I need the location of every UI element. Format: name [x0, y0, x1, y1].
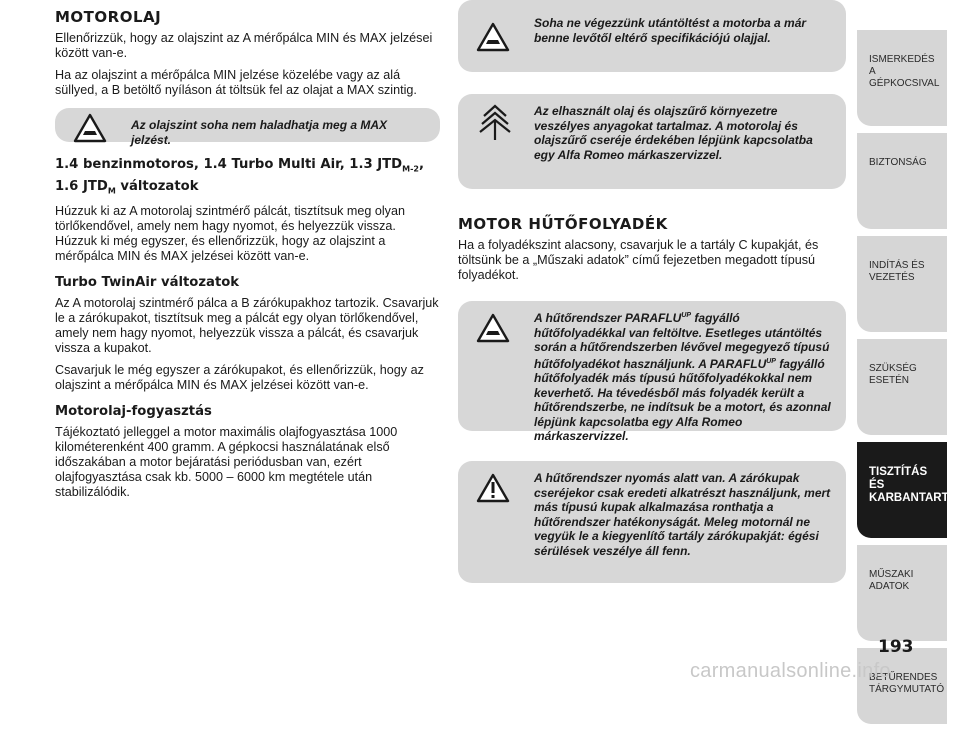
section-title-coolant: MOTOR HŰTŐFOLYADÉK	[458, 215, 668, 233]
caution-note-paraflu	[458, 301, 846, 443]
note-text: A hűtőrendszer $PARAFLU^{UP}$ fagyálló hűtőfolyadékkal van feltöltve. Esetleges utántöltés során a hűtőrendszerben lévővel megegyező típusú hűtőfolyadékot használjunk. A $PARAFLU^{UP}$ fagyálló hűtőfolyadék más típusú hűtőfolyadékokkal nem keverhető. Ha tévedésből más folyadék került a hűtőrendszerbe, ne indítsuk be a motort, és azonnal lépjünk kapcsolatba egy Alfa Romeo márkaszervizzel.	[534, 311, 831, 443]
tab-emergency[interactable]: SZÜKSÉG ESETÉN	[857, 339, 947, 435]
section-title-motor-oil: MOTOROLAJ	[55, 8, 162, 26]
paragraph: Tájékoztató jelleggel a motor maximális olajfogyasztása 1000 kilométerenként 400 gramm. A gépkocsi használatának első időszakában a motor bejáratási periódusban van, ezért olajfogyasztása csak kb. 5000 – 6000 km megtétele után stabilizálódik.	[55, 425, 398, 500]
caution-note-oil-spec	[458, 0, 846, 72]
paragraph: Csavarjuk le még egyszer a zárókupakot, és ellenőrizzük, hogy az olajszint a mérőpálca MIN és MAX jelzései között van-e.	[55, 363, 424, 393]
car-warning-icon	[73, 111, 107, 145]
tab-technical-data[interactable]: MŰSZAKI ADATOK	[857, 545, 947, 641]
tab-index[interactable]: BETŰRENDES TÁRGYMUTATÓ	[857, 648, 947, 724]
page-number: 193	[878, 637, 914, 657]
left-column	[55, 8, 440, 507]
tab-safety[interactable]: BIZTONSÁG	[857, 133, 947, 229]
heading-oil-consumption: Motorolaj-fogyasztás	[55, 404, 212, 420]
car-warning-icon	[476, 20, 510, 54]
heading-petrol-versions: 1.4 benzinmotoros, 1.4 Turbo Multi Air, 1.3 $JTD_{M-2}$, 1.6 $JTD_M$ változatok	[55, 157, 424, 196]
paragraph: Ha a folyadékszint alacsony, csavarjuk le a tartály C kupakját, és töltsünk be a „Műszaki adatok” című fejezetben megadott típusú folyadékot.	[458, 238, 819, 282]
watermark: carmanualsonline.info	[690, 660, 891, 682]
environment-tree-icon	[476, 102, 514, 142]
note-text: A hűtőrendszer nyomás alatt van. A zárókupak cseréjekor csak eredeti alkatrészt használjunk, mert más típusú kupak alkalmazása ronthatja a hűtőrendszer hatékonyságát. Meleg motornál ne vegyük le a kiegyenlítő tartály zárókupakját: égési sérülések veszélye áll fenn.	[534, 471, 831, 558]
paragraph: Húzzuk ki az A motorolaj szintmérő pálcát, tisztítsuk meg olyan törlőkendővel, amely nem hagy nyomot, és helyezzük vissza. Húzzuk ki még egyszer, és ellenőrizzük, hogy az olajszint a mérőpálca MIN és MAX jelzései között van-e.	[55, 204, 405, 264]
tab-getting-to-know[interactable]: ISMERKEDÉS A GÉPKOCSIVAL	[857, 30, 947, 126]
car-warning-icon	[476, 311, 510, 345]
heading-twinair: Turbo TwinAir változatok	[55, 275, 240, 291]
environment-note-oil	[458, 94, 846, 189]
exclamation-warning-icon	[476, 471, 510, 505]
note-text: Az olajszint soha nem haladhatja meg a MAX jelzést.	[131, 118, 388, 147]
paragraph: Az A motorolaj szintmérő pálca a B zárókupakhoz tartozik. Csavarjuk le a zárókupakot, tisztítsuk meg a pálcát egy olyan törlőkendővel, amely nem hagy nyomot, helyezzük vissza a pálcát, és csavarjuk vissza a kupakot.	[55, 296, 439, 356]
paragraph: Ha az olajszint a mérőpálca MIN jelzése közelébe vagy az alá süllyed, a B betöltő nyíláson át töltsük fel az olajat a MAX szintig.	[55, 68, 417, 97]
paragraph: Ellenőrizzük, hogy az olajszint az A mérőpálca MIN és MAX jelzései között van-e.	[55, 31, 433, 60]
tab-cleaning-maintenance[interactable]: TISZTÍTÁS ÉS KARBANTARTÁS	[857, 442, 947, 538]
chapter-tabs	[857, 30, 965, 731]
tab-starting-driving[interactable]: INDÍTÁS ÉS VEZETÉS	[857, 236, 947, 332]
note-text: Soha ne végezzünk utántöltést a motorba a már benne levőtől eltérő specifikációjú olajjal.	[534, 16, 807, 45]
danger-note-pressure	[458, 461, 846, 583]
caution-note-max-level	[55, 108, 440, 147]
note-text: Az elhasznált olaj és olajszűrő környezetre veszélyes anyagokat tartalmaz. A motorolaj és olajszűrő cseréje érdekében lépjünk kapcsolatba egy Alfa Romeo márkaszervizzel.	[534, 104, 813, 162]
right-column	[458, 16, 846, 583]
